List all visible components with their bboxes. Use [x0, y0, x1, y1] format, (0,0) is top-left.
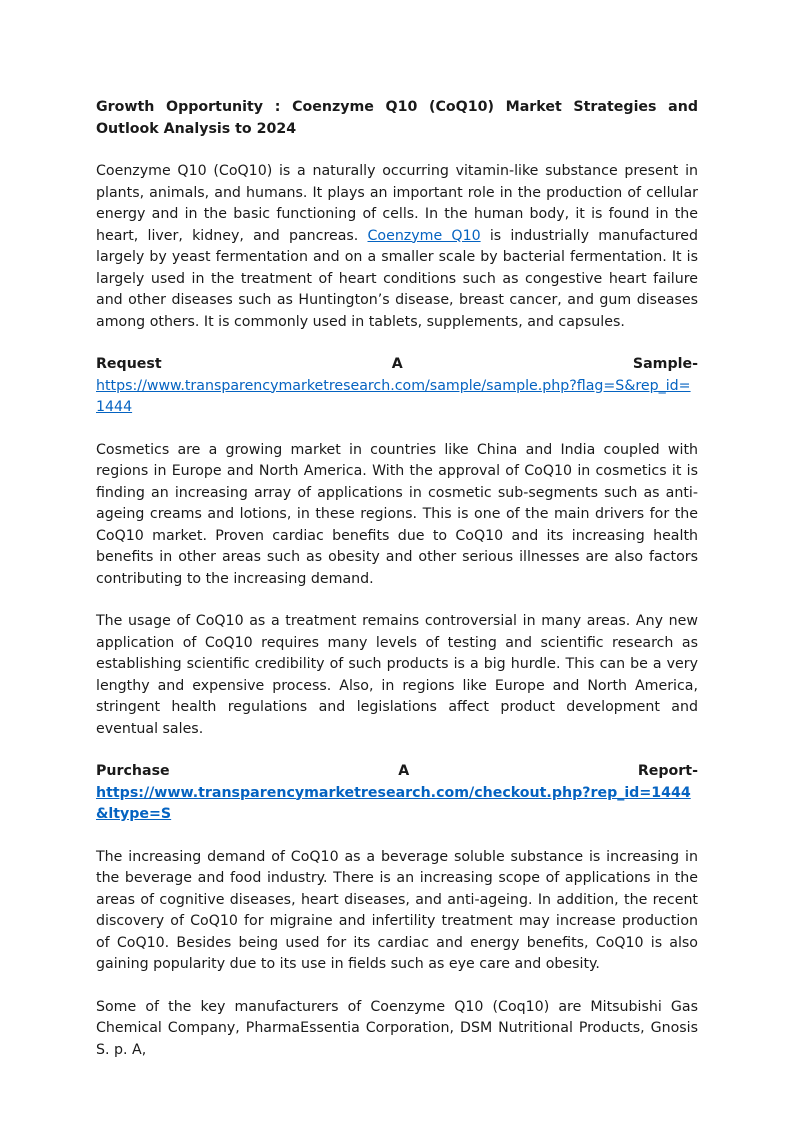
intro-text-part2: is industrially manufactured largely by yeast fermentation and on a smaller scale by bacterial fermentation. It is largely used in the treatment of heart conditions such as congestive heart failure and other diseases such as Huntington’s disease, breast cancer, and gum diseases among others. It is commonly used in tablets, supplements, and capsules. — [96, 227, 698, 330]
request-sample-label — [96, 354, 698, 376]
page-title: Growth Opportunity : Coenzyme Q10 (CoQ10) Market Strategies and Outlook Analysis to 2024 — [96, 99, 698, 137]
document-page — [96, 97, 698, 1082]
purchase-report-link[interactable]: https://www.transparencymarketresearch.com/checkout.php?rep_id=1444&ltype=S — [96, 784, 691, 822]
request-word: Request — [96, 356, 162, 372]
purchase-word: Purchase — [96, 763, 170, 779]
report-word: Report- — [637, 763, 698, 779]
manufacturers-paragraph: Some of the key manufacturers of Coenzyme Q10 (Coq10) are Mitsubishi Gas Chemical Company, PharmaEssentia Corporation, DSM Nutritional Products, Gnosis S. p. A, — [96, 998, 698, 1058]
beverage-paragraph: The increasing demand of CoQ10 as a beverage soluble substance is increasing in the beverage and food industry. There is an increasing scope of applications in the areas of cognitive diseases, heart diseases, and anti-ageing. In addition, the recent discovery of CoQ10 for migraine and infertility treatment may increase production of CoQ10. Besides being used for its cardiac and energy benefits, CoQ10 is also gaining popularity due to its use in fields such as eye care and obesity. — [96, 848, 698, 972]
intro-text-part1: Coenzyme Q10 (CoQ10) is a naturally occurring vitamin-like substance present in plants, animals, and humans. It plays an important role in the production of cellular energy and in the basic functioning of cells. In the human body, it is found in the heart, liver, kidney, and pancreas. — [96, 163, 698, 244]
a-word: A — [398, 763, 410, 779]
intro-paragraph — [96, 161, 698, 333]
sample-url-line — [96, 376, 698, 419]
cosmetics-paragraph: Cosmetics are a growing market in countries like China and India coupled with regions in Europe and North America. With the approval of CoQ10 in cosmetics it is finding an increasing array of applications in cosmetic sub-segments such as anti-ageing creams and lotions, in these regions. This is one of the main drivers for the CoQ10 market. Proven cardiac benefits due to CoQ10 and its increasing health benefits in other areas such as obesity and other serious illnesses are also factors contributing to the increasing demand. — [96, 441, 698, 587]
a-word: A — [391, 356, 403, 372]
purchase-report-label — [96, 761, 698, 783]
sample-request-link[interactable]: https://www.transparencymarketresearch.com/sample/sample.php?flag=S&rep_id=1444 — [96, 377, 691, 415]
controversy-paragraph: The usage of CoQ10 as a treatment remains controversial in many areas. Any new application of CoQ10 requires many levels of testing and scientific research as establishing scientific credibility of such products is a big hurdle. This can be a very lengthy and expensive process. Also, in regions like Europe and North America, stringent health regulations and legislations affect product development and eventual sales. — [96, 613, 698, 737]
purchase-url-line — [96, 783, 698, 826]
sample-word: Sample- — [632, 356, 698, 372]
coenzyme-q10-link[interactable]: Coenzyme Q10 — [367, 227, 481, 244]
